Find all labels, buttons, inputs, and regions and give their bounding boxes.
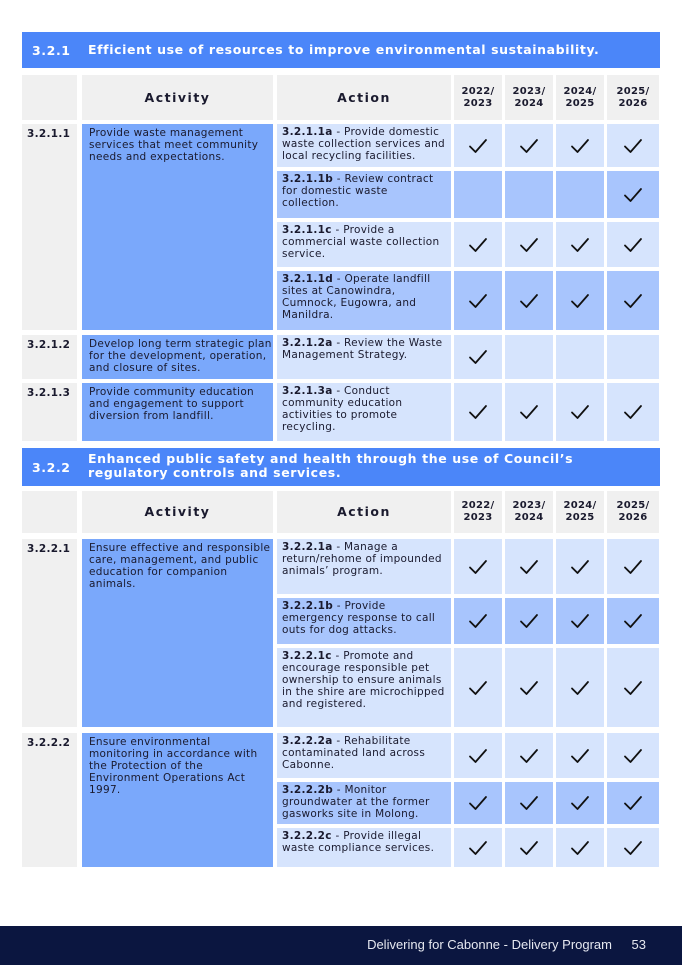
section-title: Efficient use of resources to improve environmental sustainability. (88, 42, 600, 57)
year-status-cell (505, 648, 553, 727)
year-status-cell (454, 539, 502, 594)
checkmark-icon (623, 237, 643, 253)
header-year: 2022/ 2023 (454, 491, 502, 533)
action-code: 3.2.1.1c (282, 224, 332, 236)
checkmark-icon (519, 748, 539, 764)
action-cell (277, 828, 451, 867)
year-status-cell (607, 648, 659, 727)
checkmark-icon (570, 840, 590, 856)
header-year: 2023/ 2024 (505, 491, 553, 533)
checkmark-icon (623, 138, 643, 154)
checkmark-icon (623, 840, 643, 856)
year-status-cell (454, 124, 502, 167)
year-status-cell (454, 648, 502, 727)
checkmark-icon (623, 187, 643, 203)
year-status-cell (505, 335, 553, 379)
header-activity: Activity (82, 75, 273, 120)
year-status-cell (454, 383, 502, 441)
year-status-cell (505, 171, 553, 218)
checkmark-icon (468, 613, 488, 629)
action-cell (277, 335, 451, 379)
activity-description: Provide community education and engagement to support diversion from landfill. (82, 383, 273, 441)
action-cell (277, 383, 451, 441)
header-year: 2024/ 2025 (556, 75, 604, 120)
checkmark-icon (468, 138, 488, 154)
action-text: - Manage a return/rehome of impounded animals’ program. (282, 541, 442, 577)
year-status-cell (454, 828, 502, 867)
year-status-cell (607, 733, 659, 778)
checkmark-icon (519, 237, 539, 253)
year-status-cell (607, 171, 659, 218)
action-cell (277, 222, 451, 267)
action-cell (277, 733, 451, 778)
year-status-cell (505, 124, 553, 167)
year-status-cell (556, 124, 604, 167)
checkmark-icon (570, 237, 590, 253)
checkmark-icon (623, 613, 643, 629)
checkmark-icon (570, 559, 590, 575)
checkmark-icon (623, 680, 643, 696)
action-text: - Rehabilitate contaminated land across Cabonne. (282, 735, 426, 771)
activity-id: 3.2.1.1 (22, 124, 77, 330)
checkmark-icon (519, 138, 539, 154)
year-status-cell (505, 539, 553, 594)
year-status-cell (556, 733, 604, 778)
checkmark-icon (519, 293, 539, 309)
year-status-cell (505, 782, 553, 824)
year-status-cell (454, 782, 502, 824)
checkmark-icon (570, 680, 590, 696)
action-cell (277, 271, 451, 330)
checkmark-icon (570, 795, 590, 811)
section-header (22, 448, 660, 486)
year-status-cell (505, 222, 553, 267)
header-year: 2025/ 2026 (607, 75, 659, 120)
activity-description: Develop long term strategic plan for the development, operation, and closure of sites. (82, 335, 273, 379)
action-text: - Promote and encourage responsible pet ownership to ensure animals in the shire are microchipped and registered. (282, 650, 445, 710)
checkmark-icon (519, 680, 539, 696)
checkmark-icon (623, 404, 643, 420)
page-footer (0, 926, 682, 965)
checkmark-icon (570, 138, 590, 154)
year-status-cell (556, 648, 604, 727)
year-status-cell (607, 222, 659, 267)
action-code: 3.2.2.1a (282, 541, 333, 553)
activity-description: Provide waste management services that meet community needs and expectations. (82, 124, 273, 330)
checkmark-icon (468, 840, 488, 856)
year-status-cell (607, 828, 659, 867)
checkmark-icon (468, 795, 488, 811)
section-number: 3.2.2 (32, 460, 71, 475)
year-status-cell (454, 271, 502, 330)
year-status-cell (556, 598, 604, 644)
footer-title: Delivering for Cabonne - Delivery Program (367, 937, 612, 952)
section-title: Enhanced public safety and health through the use of Council’s regulatory controls and services. (88, 451, 574, 480)
action-code: 3.2.2.1c (282, 650, 332, 662)
section-header (22, 32, 660, 68)
year-status-cell (454, 598, 502, 644)
year-status-cell (607, 271, 659, 330)
action-text: - Provide emergency response to call outs for dog attacks. (282, 600, 436, 636)
checkmark-icon (519, 404, 539, 420)
activity-id: 3.2.2.2 (22, 733, 77, 867)
activity-description: Ensure effective and responsible care, management, and public education for companion animals. (82, 539, 273, 727)
activity-id: 3.2.1.2 (22, 335, 77, 379)
action-text: - Provide a commercial waste collection service. (282, 224, 440, 260)
checkmark-icon (623, 795, 643, 811)
action-cell (277, 782, 451, 824)
checkmark-icon (623, 293, 643, 309)
header-year: 2024/ 2025 (556, 491, 604, 533)
checkmark-icon (623, 748, 643, 764)
year-status-cell (607, 539, 659, 594)
checkmark-icon (519, 613, 539, 629)
year-status-cell (556, 539, 604, 594)
header-year: 2025/ 2026 (607, 491, 659, 533)
year-status-cell (505, 828, 553, 867)
activity-description: Ensure environmental monitoring in accordance with the Protection of the Environment Operations Act 1997. (82, 733, 273, 867)
action-text: - Conduct community education activities to promote recycling. (282, 385, 403, 433)
year-status-cell (505, 271, 553, 330)
year-status-cell (556, 782, 604, 824)
action-code: 3.2.1.1b (282, 173, 334, 185)
year-status-cell (505, 733, 553, 778)
header-blank-cell (22, 491, 77, 533)
action-cell (277, 598, 451, 644)
year-status-cell (454, 171, 502, 218)
year-status-cell (556, 335, 604, 379)
activity-id: 3.2.1.3 (22, 383, 77, 441)
checkmark-icon (570, 748, 590, 764)
action-code: 3.2.2.1b (282, 600, 334, 612)
year-status-cell (505, 383, 553, 441)
year-status-cell (556, 383, 604, 441)
year-status-cell (607, 598, 659, 644)
year-status-cell (556, 271, 604, 330)
year-status-cell (454, 222, 502, 267)
year-status-cell (454, 733, 502, 778)
checkmark-icon (468, 404, 488, 420)
header-year: 2022/ 2023 (454, 75, 502, 120)
checkmark-icon (468, 349, 488, 365)
header-activity: Activity (82, 491, 273, 533)
year-status-cell (454, 335, 502, 379)
year-status-cell (556, 171, 604, 218)
checkmark-icon (570, 404, 590, 420)
header-year: 2023/ 2024 (505, 75, 553, 120)
year-status-cell (607, 335, 659, 379)
page-number: 53 (631, 937, 646, 952)
action-code: 3.2.1.2a (282, 337, 333, 349)
action-text: - Provide domestic waste collection services and local recycling facilities. (282, 126, 445, 162)
checkmark-icon (519, 795, 539, 811)
checkmark-icon (519, 840, 539, 856)
checkmark-icon (468, 293, 488, 309)
checkmark-icon (570, 293, 590, 309)
header-blank-cell (22, 75, 77, 120)
action-code: 3.2.1.1d (282, 273, 334, 285)
checkmark-icon (468, 237, 488, 253)
action-code: 3.2.2.2b (282, 784, 334, 796)
action-code: 3.2.2.2a (282, 735, 333, 747)
year-status-cell (556, 828, 604, 867)
action-text: - Review contract for domestic waste collection. (282, 173, 434, 209)
year-status-cell (607, 782, 659, 824)
action-text: - Monitor groundwater at the former gasworks site in Molong. (282, 784, 430, 820)
section-number: 3.2.1 (32, 43, 71, 58)
header-action: Action (277, 75, 451, 120)
action-text: - Review the Waste Management Strategy. (282, 337, 443, 361)
action-cell (277, 539, 451, 594)
action-cell (277, 124, 451, 167)
action-code: 3.2.2.2c (282, 830, 332, 842)
checkmark-icon (570, 613, 590, 629)
action-text: - Operate landfill sites at Canowindra, Cumnock, Eugowra, and Manildra. (282, 273, 431, 321)
year-status-cell (607, 383, 659, 441)
year-status-cell (505, 598, 553, 644)
activity-id: 3.2.2.1 (22, 539, 77, 727)
year-status-cell (607, 124, 659, 167)
action-cell (277, 171, 451, 218)
action-code: 3.2.1.3a (282, 385, 333, 397)
header-action: Action (277, 491, 451, 533)
checkmark-icon (468, 748, 488, 764)
checkmark-icon (623, 559, 643, 575)
action-cell (277, 648, 451, 727)
action-code: 3.2.1.1a (282, 126, 333, 138)
year-status-cell (556, 222, 604, 267)
action-text: - Provide illegal waste compliance services. (282, 830, 435, 854)
checkmark-icon (519, 559, 539, 575)
checkmark-icon (468, 559, 488, 575)
checkmark-icon (468, 680, 488, 696)
